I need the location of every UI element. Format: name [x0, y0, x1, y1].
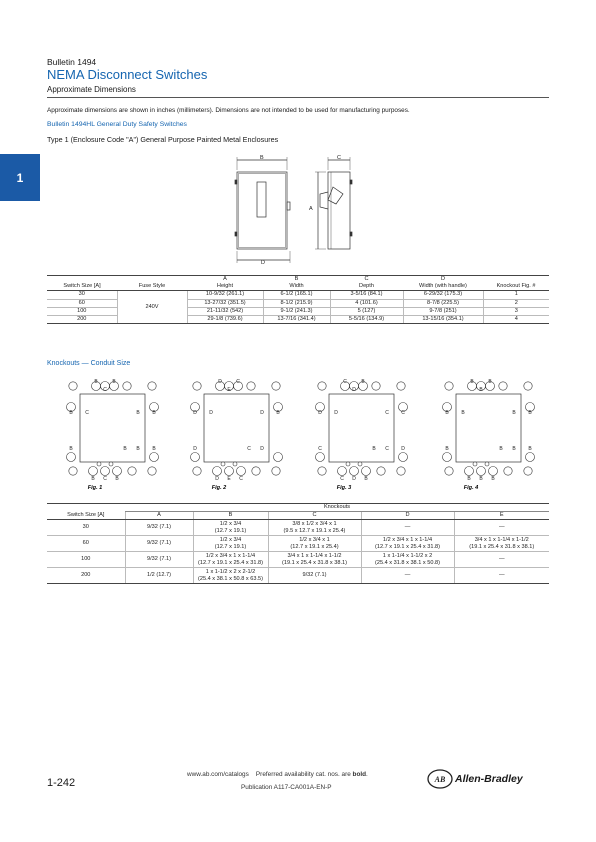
knockout-label: C: [103, 476, 107, 482]
availability-bold: bold: [352, 771, 367, 778]
cell-size-line: 200: [81, 572, 91, 579]
knockout-label: B: [69, 410, 73, 416]
knockout-label: B: [94, 379, 98, 385]
cell-d-line: —: [404, 524, 411, 531]
cell-size: [47, 568, 125, 584]
col-b-letter: B: [263, 276, 330, 284]
knockout-label: D: [260, 410, 264, 416]
col-fuse-style: Fuse Style: [117, 283, 187, 291]
cell-d: [361, 552, 454, 568]
cell-size: [47, 520, 125, 536]
cell-b: 9-1/2 (241.3): [263, 307, 330, 315]
cell-c-line: 1/2 x 3/4 x 1: [299, 536, 330, 543]
knockout-circle: [128, 467, 136, 475]
cell-d-line: (25.4 x 31.8 x 38.1 x 50.8): [375, 559, 440, 566]
cell-size: 60: [47, 299, 117, 307]
cell-b-line: 1/2 x 3/4: [219, 536, 242, 543]
knockout-circle: [67, 453, 76, 462]
knockout-label: D: [401, 446, 405, 452]
cell-d-line: 1/2 x 3/4 x 1 x 1-1/4: [382, 536, 433, 543]
knockout-circle: [346, 462, 350, 466]
cell-c: 4 (101.6): [330, 299, 403, 307]
enclosure-diagram: [230, 152, 370, 270]
knockout-label: B: [445, 446, 449, 452]
cell-fig: 4: [483, 316, 549, 324]
knockout-label: B: [512, 446, 516, 452]
knockout-label: D: [218, 379, 222, 385]
cell-c-line: 3/8 x 1/2 x 3/4 x 1: [292, 520, 337, 527]
chapter-number: 1: [16, 170, 24, 185]
cell-a-line: 1/2 (12.7): [147, 572, 171, 579]
knockout-circle: [101, 467, 110, 476]
intro-text: Approximate dimensions are shown in inches (millimeters). Dimensions are not intended to be used for manufacturing purposes.: [47, 107, 410, 114]
knockout-label: B: [136, 446, 140, 452]
knockout-circle: [485, 462, 489, 466]
col-b-name: Width: [263, 283, 330, 291]
cell-d: 6-29/32 (175.3): [403, 291, 483, 299]
knockout-label: D: [352, 476, 356, 482]
section-link[interactable]: Bulletin 1494HL General Duty Safety Switches: [47, 121, 187, 128]
cell-size-line: 30: [82, 524, 89, 531]
cell-c: 5-5/16 (134.9): [330, 316, 403, 324]
availability-note: Preferred availability cat. nos. are: [255, 771, 351, 778]
col-c-name: Depth: [330, 283, 403, 291]
page-title: NEMA Disconnect Switches: [47, 67, 208, 82]
figure-caption: Fig. 4: [463, 485, 479, 491]
knockout-circle: [445, 467, 453, 475]
cell-b: 6-1/2 (165.1): [263, 291, 330, 299]
knockout-label: B: [276, 410, 280, 416]
knockout-circle: [113, 467, 122, 476]
knockout-label: B: [152, 410, 156, 416]
cell-c-line: (19.1 x 25.4 x 31.8 x 38.1): [282, 559, 347, 566]
cell-c: [268, 536, 361, 552]
bulletin-label: Bulletin 1494: [47, 57, 97, 67]
knockout-label: C: [385, 446, 389, 452]
knockout-circle: [318, 467, 326, 475]
logo-text: AB: [434, 775, 446, 784]
cell-e-line: —: [498, 572, 505, 579]
cell-fig: 1: [483, 291, 549, 299]
knockout-label: B: [69, 446, 73, 452]
cell-e-line: —: [498, 556, 505, 563]
knockout-label: B: [467, 476, 471, 482]
col-c: C: [268, 512, 361, 520]
cell-b-line: 1/2 x 3/4 x 1 x 1-1/4: [205, 552, 256, 559]
dim-label-d: D: [261, 260, 265, 266]
knockout-label: B: [152, 446, 156, 452]
knockout-circle: [397, 382, 405, 390]
cell-a-line: 9/32 (7.1): [147, 524, 171, 531]
knockout-label: B: [136, 410, 140, 416]
knockout-circle: [252, 467, 260, 475]
knockout-circle: [225, 467, 234, 476]
col-d-letter: D: [403, 276, 483, 284]
knockout-circle: [247, 382, 255, 390]
knockout-label: B: [470, 379, 474, 385]
col-a-letter: A: [187, 276, 263, 284]
cell-c-line: 9/32 (7.1): [302, 572, 327, 579]
cell-c: [268, 568, 361, 584]
knockout-circle: [499, 382, 507, 390]
knockout-label: D: [193, 446, 197, 452]
knockout-circle: [97, 462, 101, 466]
knockout-circle: [524, 382, 532, 390]
cell-b-line: (12.7 x 19.1): [214, 527, 247, 534]
col-e: E: [454, 512, 549, 520]
knockout-circle: [377, 467, 385, 475]
col-d-name: Width (with handle): [403, 283, 483, 291]
knockout-circle: [318, 382, 326, 390]
cell-c: 5 (127): [330, 307, 403, 315]
cell-d-line: 1 x 1-1/4 x 1-1/2 x 2: [382, 552, 433, 559]
knockout-circle: [362, 467, 371, 476]
knockout-circle: [473, 462, 477, 466]
knockout-figure-2: [189, 377, 284, 492]
col-c-letter: C: [330, 276, 403, 284]
cell-a: [125, 536, 193, 552]
table-row: [47, 291, 549, 299]
knockout-label: C: [239, 476, 243, 482]
cell-fuse-style: 240V: [117, 291, 187, 324]
cell-size: [47, 552, 125, 568]
knockout-circle: [274, 453, 283, 462]
cell-b-line: (25.4 x 38.1 x 50.8 x 63.5): [198, 575, 263, 582]
knockout-circle: [69, 467, 77, 475]
cell-e: [454, 568, 549, 584]
col-a-name: Height: [187, 283, 263, 291]
cell-fig: 2: [483, 299, 549, 307]
knockout-label: D: [352, 387, 356, 393]
knockout-circle: [109, 462, 113, 466]
knockout-label: B: [512, 410, 516, 416]
cell-size: 100: [47, 307, 117, 315]
cell-a-line: 9/32 (7.1): [147, 540, 171, 547]
page-subtitle: Approximate Dimensions: [47, 85, 136, 94]
chapter-tab[interactable]: [0, 154, 40, 201]
knockout-figure-1: [65, 377, 160, 492]
cell-e-line: (19.1 x 25.4 x 31.8 x 38.1): [469, 543, 535, 550]
knockout-circle: [524, 467, 532, 475]
cell-b-line: (12.7 x 19.1 x 25.4 x 31.8): [198, 559, 263, 566]
cell-b: 8-1/2 (215.9): [263, 299, 330, 307]
knockout-label: B: [461, 410, 465, 416]
knockout-circle: [504, 467, 512, 475]
knockout-circle: [477, 467, 486, 476]
cell-d: [361, 536, 454, 552]
knockouts-heading: Knockouts — Conduit Size: [47, 360, 131, 367]
brand-name: Allen-Bradley: [455, 773, 523, 785]
knockout-circle: [193, 467, 201, 475]
knockout-label: C: [85, 410, 89, 416]
knockout-figure-4: [441, 377, 536, 492]
col-switch-size: Switch Size [A]: [47, 512, 125, 520]
col-switch-size: Switch Size [A]: [47, 283, 117, 291]
cell-a: 10-9/32 (261.1): [187, 291, 263, 299]
knockout-label: C: [103, 387, 107, 393]
cell-b-line: 1/2 x 3/4: [219, 520, 242, 527]
figure-caption: Fig. 2: [211, 485, 227, 491]
knockout-label: B: [499, 446, 503, 452]
cell-e: [454, 552, 549, 568]
knockout-label: B: [91, 476, 95, 482]
knockout-label: D: [209, 410, 213, 416]
allen-bradley-logo-icon: [427, 769, 453, 789]
knockout-circle: [443, 453, 452, 462]
knockout-label: C: [340, 476, 344, 482]
cell-d-line: —: [404, 572, 411, 579]
knockout-label: B: [364, 476, 368, 482]
cell-c: [268, 552, 361, 568]
knockout-label: D: [215, 476, 219, 482]
knockout-label: E: [227, 387, 231, 393]
cell-d: 13-15/16 (354.1): [403, 316, 483, 324]
cell-b: [193, 520, 268, 536]
knockout-label: B: [528, 446, 532, 452]
knockout-label: D: [334, 410, 338, 416]
dimension-table: [47, 275, 549, 324]
cell-b: [193, 568, 268, 584]
cell-fig: 3: [483, 307, 549, 315]
knockout-label: B: [488, 379, 492, 385]
knockout-label: C: [247, 446, 251, 452]
header-divider: [47, 97, 549, 98]
knockout-circle: [69, 382, 77, 390]
cell-d: [361, 520, 454, 536]
knockout-circle: [221, 462, 225, 466]
cell-a: [125, 520, 193, 536]
page-number: 1-242: [47, 777, 76, 789]
knockout-circle: [148, 382, 156, 390]
knockout-label: B: [479, 476, 483, 482]
knockout-label: B: [372, 446, 376, 452]
knockout-circle: [193, 382, 201, 390]
cell-e-line: 3/4 x 1 x 1-1/4 x 1-1/2: [474, 536, 529, 543]
knockout-label: D: [318, 410, 322, 416]
knockout-label: B: [115, 476, 119, 482]
knockout-circle: [526, 453, 535, 462]
dim-label-a: A: [309, 206, 313, 212]
dim-label-c: C: [337, 155, 341, 161]
cell-c-line: (9.5 x 12.7 x 19.1 x 25.4): [283, 527, 346, 534]
cell-a: [125, 568, 193, 584]
knockout-label: C: [385, 410, 389, 416]
knockout-circle: [397, 467, 405, 475]
knockout-circle: [148, 467, 156, 475]
cell-d: 9-7/8 (251): [403, 307, 483, 315]
knockout-circle: [358, 462, 362, 466]
knockout-label: B: [479, 387, 483, 393]
knockout-label: B: [491, 476, 495, 482]
knockout-table: [47, 503, 549, 584]
col-a: A: [125, 512, 193, 520]
cell-b: [193, 552, 268, 568]
cell-size: 200: [47, 316, 117, 324]
knockout-label: B: [361, 379, 365, 385]
cell-e: [454, 536, 549, 552]
cell-d: [361, 568, 454, 584]
col-knockout-fig: Knockout Fig. #: [483, 283, 549, 291]
cell-e-line: —: [498, 524, 505, 531]
dim-label-b: B: [260, 155, 264, 161]
cell-d: 8-7/8 (225.5): [403, 299, 483, 307]
cell-size-line: 60: [82, 540, 89, 547]
knockout-circle: [350, 467, 359, 476]
knockout-circle: [445, 382, 453, 390]
knockout-circle: [399, 453, 408, 462]
cell-size-line: 100: [81, 556, 91, 563]
cell-c: 3-5/16 (84.1): [330, 291, 403, 299]
knockout-label: B: [123, 446, 127, 452]
cell-b: [193, 536, 268, 552]
knockout-circle: [233, 462, 237, 466]
cell-c: [268, 520, 361, 536]
knockout-circle: [237, 467, 246, 476]
knockout-label: E: [227, 476, 231, 482]
cell-b: 13-7/16 (341.4): [263, 316, 330, 324]
cell-a: 29-1/8 (739.6): [187, 316, 263, 324]
enclosure-panel: [80, 394, 145, 462]
footer-line: www.ab.com/catalogs Preferred availability cat. nos. are bold.: [187, 771, 368, 778]
knockout-circle: [272, 382, 280, 390]
knockout-circle: [150, 453, 159, 462]
enclosure-panel: [456, 394, 521, 462]
enclosure-type-heading: Type 1 (Enclosure Code "A") General Purpose Painted Metal Enclosures: [47, 135, 279, 144]
knockout-label: D: [260, 446, 264, 452]
knockout-circle: [338, 467, 347, 476]
knockout-figure-3: [314, 377, 409, 492]
cell-a: 13-27/32 (351.5): [187, 299, 263, 307]
cell-a: [125, 552, 193, 568]
col-d: D: [361, 512, 454, 520]
table-row: [47, 536, 549, 552]
figure-caption: Fig. 1: [87, 485, 103, 491]
cell-c-line: (12.7 x 19.1 x 25.4): [290, 543, 339, 550]
col-b: B: [193, 512, 268, 520]
knockout-label: D: [193, 410, 197, 416]
cell-b-line: (12.7 x 19.1): [214, 543, 247, 550]
knockout-circle: [465, 467, 474, 476]
cell-size: [47, 536, 125, 552]
knockout-circle: [191, 453, 200, 462]
knockout-label: B: [528, 410, 532, 416]
knockout-label: B: [112, 379, 116, 385]
figure-caption: Fig. 3: [336, 485, 352, 491]
table-row: [47, 552, 549, 568]
publication-number: Publication A117-CA001A-EN-P: [241, 784, 332, 791]
knockout-label: B: [445, 410, 449, 416]
knockout-circle: [316, 453, 325, 462]
cell-c-line: 3/4 x 1 x 1-1/4 x 1-1/2: [287, 552, 342, 559]
knockouts-group-header: Knockouts: [125, 504, 549, 512]
knockout-circle: [213, 467, 222, 476]
cell-a: 21-11/32 (542): [187, 307, 263, 315]
knockout-label: C: [401, 410, 405, 416]
knockout-circle: [272, 467, 280, 475]
cell-size: 30: [47, 291, 117, 299]
cell-b-line: 1 x 1-1/2 x 2 x 2-1/2: [205, 568, 256, 575]
table-row: [47, 568, 549, 584]
knockout-label: C: [343, 379, 347, 385]
knockout-circle: [89, 467, 98, 476]
cell-e: [454, 520, 549, 536]
knockout-label: C: [236, 379, 240, 385]
cell-d-line: (12.7 x 19.1 x 25.4 x 31.8): [375, 543, 440, 550]
knockout-circle: [489, 467, 498, 476]
catalog-url[interactable]: www.ab.com/catalogs: [187, 771, 249, 778]
table-row: [47, 520, 549, 536]
knockout-circle: [372, 382, 380, 390]
knockout-circle: [123, 382, 131, 390]
knockout-label: C: [318, 446, 322, 452]
cell-a-line: 9/32 (7.1): [147, 556, 171, 563]
